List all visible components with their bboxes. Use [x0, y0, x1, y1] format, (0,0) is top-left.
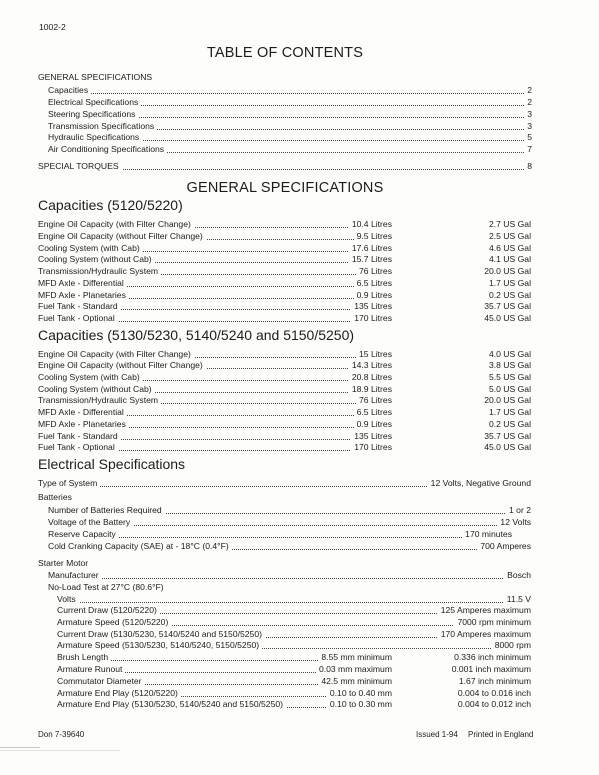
- footer-doc-number: Don 7-39640: [38, 730, 85, 739]
- table-row: Cooling System (without Cab) 15.7 Litres: [38, 254, 392, 264]
- table-row: Fuel Tank - Standard 135 Litres: [38, 431, 392, 441]
- us-value: 1.7 US Gal: [488, 407, 531, 417]
- table-row: Cooling System (without Cab) 18.9 Litres: [38, 384, 392, 394]
- document-id: 1002-2: [39, 22, 66, 32]
- us-value: 20.0 US Gal: [484, 266, 531, 276]
- table-row: Engine Oil Capacity (with Filter Change) 10.4 Litres: [38, 219, 392, 229]
- batteries-heading: Batteries: [38, 492, 72, 502]
- us-value: 0.2 US Gal: [488, 290, 531, 300]
- table-row: Cooling System (with Cab) 20.8 Litres: [38, 372, 392, 382]
- imperial-value: 1.67 inch minimum: [458, 676, 531, 686]
- list-item: Armature End Play (5120/5220) 0.10 to 0.40 mm: [57, 688, 392, 698]
- section-title: GENERAL SPECIFICATIONS: [186, 180, 384, 196]
- toc-entry-special-torques[interactable]: SPECIAL TORQUES 8: [38, 161, 532, 171]
- table-row: Cooling System (with Cab) 17.6 Litres: [38, 243, 392, 253]
- table-row: MFD Axle - Differential 6.5 Litres: [38, 278, 392, 288]
- table-row: Engine Oil Capacity (without Filter Change) 14.3 Litres: [38, 360, 392, 370]
- list-item: Voltage of the Battery 12 Volts: [48, 517, 531, 527]
- us-value: 20.0 US Gal: [484, 395, 531, 405]
- toc-entry[interactable]: Steering Specifications 3: [48, 109, 532, 119]
- list-item: Armature Runout 0.03 mm maximum: [57, 664, 392, 674]
- imperial-value: 0.004 to 0.012 inch: [457, 699, 531, 709]
- us-value: 35.7 US Gal: [484, 301, 531, 311]
- scan-mark: [0, 747, 40, 748]
- list-item: Current Draw (5130/5230, 5140/5240 and 5150/5250) 170 Amperes maximum: [57, 629, 531, 639]
- us-value: 5.0 US Gal: [488, 384, 531, 394]
- imperial-value: 0.001 inch maximum: [451, 664, 531, 674]
- table-row: MFD Axle - Planetaries 0.9 Litres: [38, 419, 392, 429]
- list-item: Volts 11.5 V: [57, 594, 531, 604]
- toc-entry[interactable]: Electrical Specifications 2: [48, 97, 532, 107]
- list-item: Reserve Capacity 170 minutes: [48, 529, 512, 539]
- table-row: MFD Axle - Planetaries 0.9 Litres: [38, 290, 392, 300]
- us-value: 45.0 US Gal: [484, 442, 531, 452]
- capacities-heading: Capacities (5120/5220): [38, 197, 183, 213]
- footer-printed: Printed in England: [468, 730, 534, 739]
- capacities-heading: Capacities (5130/5230, 5140/5240 and 5150/5250): [38, 327, 355, 343]
- list-item: Brush Length 8.55 mm minimum: [57, 652, 392, 662]
- toc-entry[interactable]: Capacities 2: [48, 85, 532, 95]
- electrical-heading: Electrical Specifications: [38, 456, 186, 472]
- toc-entry[interactable]: Air Conditioning Specifications 7: [48, 144, 532, 154]
- us-value: 4.1 US Gal: [488, 254, 531, 264]
- us-value: 5.5 US Gal: [488, 372, 531, 382]
- type-of-system-row: Type of System 12 Volts, Negative Ground: [38, 478, 531, 488]
- toc-entry[interactable]: Hydraulic Specifications 5: [48, 132, 532, 142]
- table-row: Fuel Tank - Optional 170 Litres: [38, 442, 392, 452]
- list-item: Current Draw (5120/5220) 125 Amperes maximum: [57, 605, 531, 615]
- us-value: 1.7 US Gal: [488, 278, 531, 288]
- list-item: Armature End Play (5130/5230, 5140/5240 and 5150/5250) 0.10 to 0.30 mm: [57, 699, 392, 709]
- toc-entry[interactable]: Transmission Specifications 3: [48, 121, 532, 131]
- list-item: Armature Speed (5120/5220) 7000 rpm minimum: [57, 617, 531, 627]
- noload-heading: No-Load Test at 27°C (80.6°F): [48, 582, 164, 592]
- table-row: Transmission/Hydraulic System 76 Litres: [38, 395, 392, 405]
- toc-title: TABLE OF CONTENTS: [206, 45, 364, 61]
- table-row: Engine Oil Capacity (with Filter Change) 15 Litres: [38, 349, 392, 359]
- us-value: 3.8 US Gal: [488, 360, 531, 370]
- manufacturer-row: Manufacturer Bosch: [48, 570, 531, 580]
- us-value: 4.6 US Gal: [488, 243, 531, 253]
- imperial-value: 0.336 inch minimum: [454, 652, 531, 662]
- table-row: Transmission/Hydraulic System 76 Litres: [38, 266, 392, 276]
- list-item: Commutator Diameter 42.5 mm minimum: [57, 676, 392, 686]
- toc-group-heading: GENERAL SPECIFICATIONS: [38, 72, 153, 82]
- footer-issued: Issued 1-94: [416, 730, 458, 739]
- us-value: 45.0 US Gal: [484, 313, 531, 323]
- us-value: 4.0 US Gal: [488, 349, 531, 359]
- us-value: 0.2 US Gal: [488, 419, 531, 429]
- list-item: Cold Cranking Capacity (SAE) at - 18°C (0.4°F) 700 Amperes: [48, 541, 531, 551]
- us-value: 2.7 US Gal: [488, 219, 531, 229]
- list-item: Number of Batteries Required 1 or 2: [48, 505, 531, 515]
- us-value: 35.7 US Gal: [484, 431, 531, 441]
- us-value: 2.5 US Gal: [488, 231, 531, 241]
- table-row: MFD Axle - Differential 6.5 Litres: [38, 407, 392, 417]
- scan-mark: [0, 750, 120, 751]
- table-row: Fuel Tank - Standard 135 Litres: [38, 301, 392, 311]
- imperial-value: 0.004 to 0.016 inch: [457, 688, 531, 698]
- table-row: Engine Oil Capacity (without Filter Change) 9.5 Litres: [38, 231, 392, 241]
- list-item: Armature Speed (5130/5230, 5140/5240, 5150/5250) 8000 rpm: [57, 640, 531, 650]
- table-row: Fuel Tank - Optional 170 Litres: [38, 313, 392, 323]
- starter-heading: Starter Motor: [38, 558, 89, 568]
